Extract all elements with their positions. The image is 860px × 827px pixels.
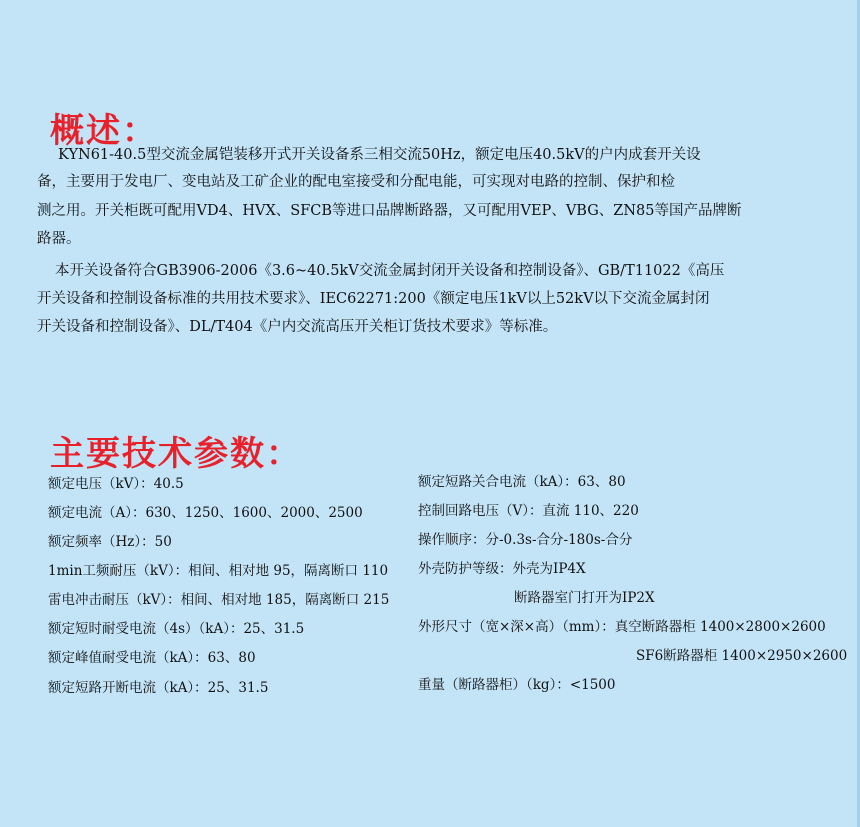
overview-line-4: 路器。 [37,231,81,247]
standards-line-1: 本开关设备符合GB3906-2006《3.6~40.5kV交流金属封闭开关设备和控制设备》、GB/T11022《高压 [55,263,725,279]
param-dimensions-sf6: SF6断路器柜 1400×2950×2600 [636,648,848,664]
standards-line-3: 开关设备和控制设备》、DL/T404《户内交流高压开关柜订货技术要求》等标准。 [37,319,558,335]
param-short-circuit-breaking: 额定短路开断电流（kA）：25、31.5 [48,680,269,696]
param-power-freq-withstand: 1min工频耐压（kV）：相间、相对地 95，隔离断口 110 [48,563,389,579]
overview-line-2: 备，主要用于发电厂、变电站及工矿企业的配电室接受和分配电能，可实现对电路的控制、保护和检 [37,174,675,190]
standards-line-2: 开关设备和控制设备标准的共用技术要求》、IEC62271:200《额定电压1kV以上52kV以下交流金属封闭 [37,291,710,307]
param-short-time-withstand: 额定短时耐受电流（4s）（kA）：25、31.5 [48,621,305,637]
param-control-voltage: 控制回路电压（V）：直流 110、220 [418,503,639,519]
param-operating-sequence: 操作顺序：分-0.3s-合分-180s-合分 [418,532,633,548]
param-enclosure-protection: 外壳防护等级：外壳为IP4X [418,561,586,577]
param-weight: 重量（断路器柜）（kg）：<1500 [418,677,616,693]
param-dimensions: 外形尺寸（宽×深×高）（mm）：真空断路器柜 1400×2800×2600 [418,619,826,635]
param-rated-voltage: 额定电压（kV）：40.5 [48,476,184,492]
params-heading: 主要技术参数： [50,434,302,475]
param-rated-frequency: 额定频率（Hz）：50 [48,534,172,550]
overview-heading: 概述： [50,110,158,151]
param-peak-withstand: 额定峰值耐受电流（kA）：63、80 [48,650,256,666]
param-short-circuit-making: 额定短路关合电流（kA）：63、80 [418,474,626,490]
param-breaker-door-open: 断路器室门打开为IP2X [514,590,655,606]
overview-line-1: KYN61-40.5型交流金属铠装移开式开关设备系三相交流50Hz，额定电压40.5kV的户内成套开关设 [58,147,701,163]
overview-line-3: 测之用。开关柜既可配用VD4、HVX、SFCB等进口品牌断路器，又可配用VEP、VBG、ZN85等国产品牌断 [37,203,742,219]
param-lightning-impulse: 雷电冲击耐压（kV）：相间、相对地 185，隔离断口 215 [48,592,390,608]
param-rated-current: 额定电流（A）：630、1250、1600、2000、2500 [48,505,363,521]
